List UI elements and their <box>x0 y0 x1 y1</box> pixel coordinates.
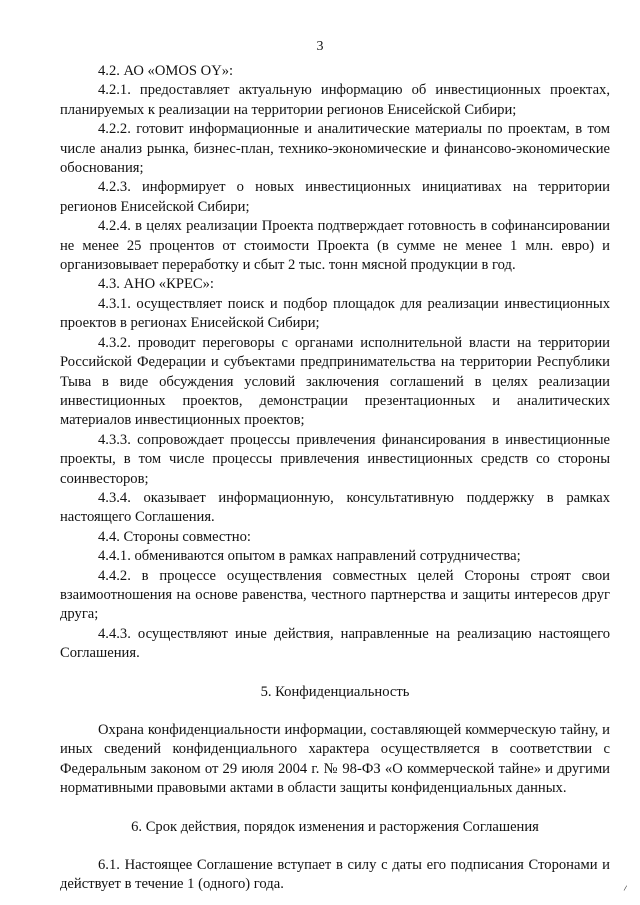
clause-4-3-3: 4.3.3. сопровождает процессы привлечения финансирования в инвестиционные проекты, в том числе процессы привлечения инвестиционных средств со стороны соинвесторов; <box>60 431 610 487</box>
clause-4-3-1: 4.3.1. осуществляет поиск и подбор площадок для реализации инвестиционных проектов в регионах Енисейской Сибири; <box>60 295 610 332</box>
clause-4-4-1: 4.4.1. обмениваются опытом в рамках направлений сотрудничества; <box>98 548 521 565</box>
spacer <box>60 837 610 856</box>
section-6-title: 6. Срок действия, порядок изменения и расторжения Соглашения <box>131 818 539 835</box>
clause-4-2-1: 4.2.1. предоставляет актуальную информацию об инвестиционных проектах, планируемых к реализации на территории регионов Енисейской Сибири; <box>60 82 610 118</box>
clause-4-2: 4.2. АО «OMOS OY»: <box>98 63 234 79</box>
spacer <box>60 702 610 721</box>
clause-4-4-2: 4.4.2. в процессе осуществления совместных целей Стороны строят свои взаимоотношения на основе равенства, честного партнерства и защиты интересов друг друга; <box>60 567 610 623</box>
clause-4-2-3: 4.2.3. информирует о новых инвестиционных инициативах на территории регионов Енисейской Сибири; <box>60 179 610 215</box>
corner-mark: _ <box>615 880 629 892</box>
clause-4-3-4: 4.3.4. оказывает информационную, консультативную поддержку в рамках настоящего Соглашения. <box>60 489 610 526</box>
clause-4-4: 4.4. Стороны совместно: <box>98 528 251 545</box>
section-6-1-text: 6.1. Настоящее Соглашение вступает в силу с даты его подписания Сторонами и действует в течение 1 (одного) года. <box>60 857 610 893</box>
spacer <box>60 799 610 818</box>
clause-4-2-2: 4.2.2. готовит информационные и аналитические материалы по проектам, в том числе анализ рынка, бизнес-план, технико-экономические и финансово-экономические обоснования; <box>60 121 610 177</box>
document-body <box>60 62 610 895</box>
clause-4-3: 4.3. АНО «КРЕС»: <box>98 276 214 293</box>
page-number: 3 <box>316 39 324 54</box>
clause-4-2-4: 4.2.4. в целях реализации Проекта подтверждает готовность в софинансировании не менее 25 процентов от стоимости Проекта (в сумме не менее 1 млн. евро) и организовывает переработку и сбыт 2 тыс. тонн мясной продукции в год. <box>60 218 610 274</box>
spacer <box>60 664 610 683</box>
clause-4-3-2: 4.3.2. проводит переговоры с органами исполнительной власти на территории Российской Федерации и субъектами предпринимательства на территории Республики Тыва в виде обсуждения условий заключения соглашений в целях реализации инвестиционных проектов, демонстрации презентационных и аналитических материалов инвестиционных проектов; <box>60 334 610 429</box>
section-5-text: Охрана конфиденциальности информации, составляющей коммерческую тайну, и иных сведений конфиденциального характера осуществляется в соответствии с Федеральным законом от 29 июля 2004 г. № 98-ФЗ «О коммерческой тайне» и другими нормативными правовыми актами в области защиты конфиденциальных данных. <box>60 722 610 797</box>
section-5-title: 5. Конфиденциальность <box>260 683 410 700</box>
clause-4-4-3: 4.4.3. осуществляют иные действия, направленные на реализацию настоящего Соглашения. <box>60 625 610 662</box>
